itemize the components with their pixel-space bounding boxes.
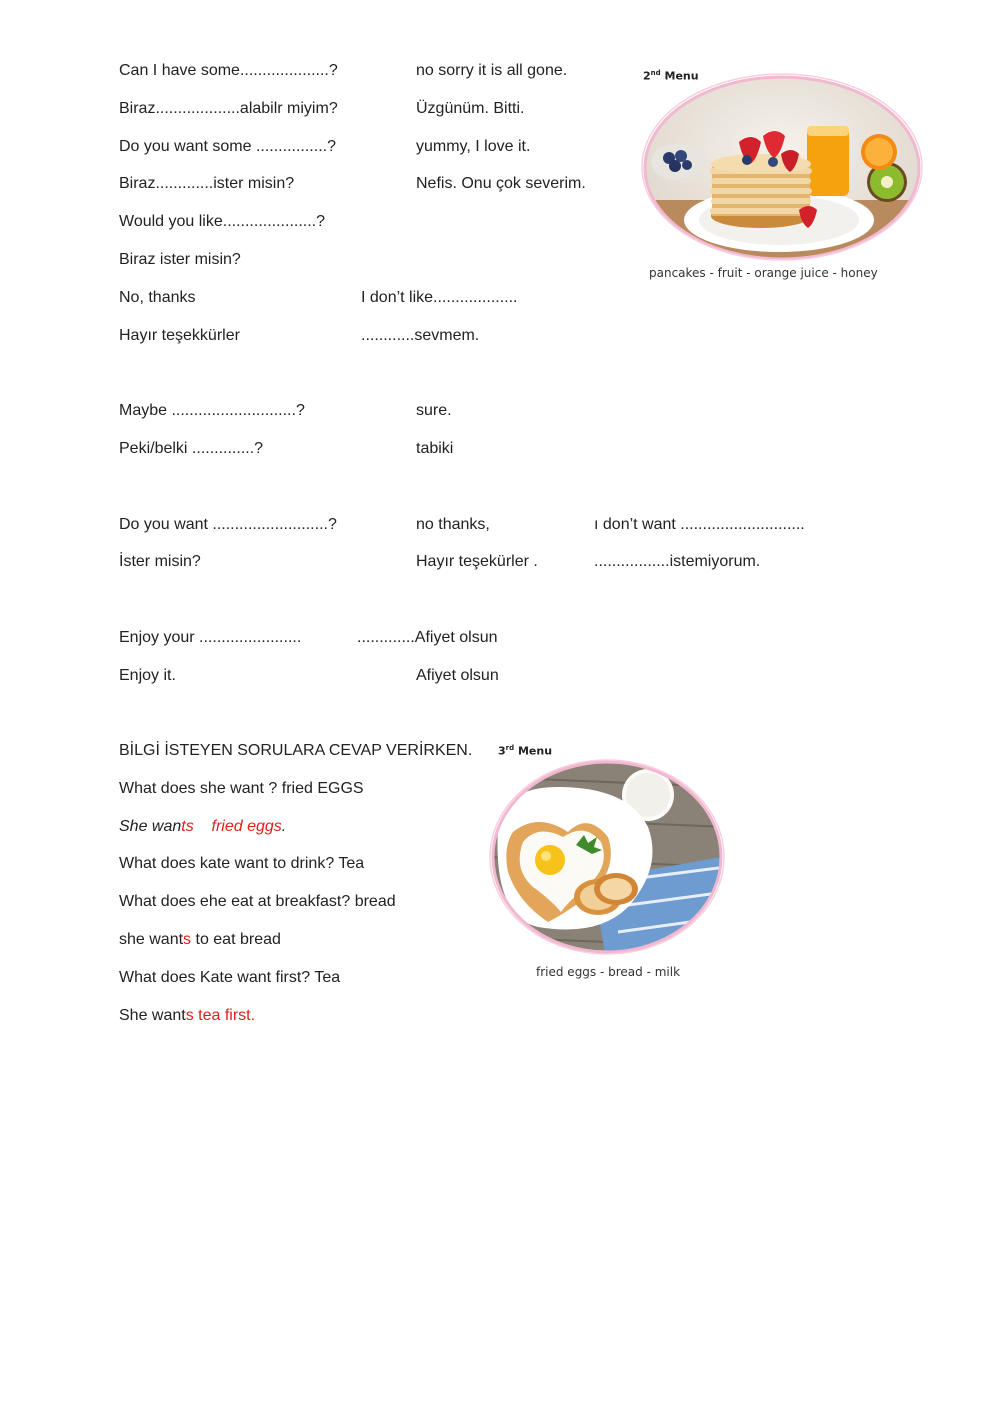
phrase-tr: Biraz.............ister misin? xyxy=(119,175,295,192)
answer xyxy=(119,1006,255,1026)
phrase-en: Would you like.....................? xyxy=(119,213,326,230)
reply-en: no thanks, xyxy=(416,516,490,533)
question: What does Kate want first? Tea xyxy=(119,969,341,986)
answer-text: she want xyxy=(119,931,184,948)
reply-en: no sorry it is all gone. xyxy=(416,62,568,79)
reply-tr: tabiki xyxy=(416,440,454,457)
reply-tr: ............sevmem. xyxy=(361,327,480,344)
reply-en: sure. xyxy=(416,402,452,419)
phrase-tr: Peki/belki ..............? xyxy=(119,440,264,457)
reply-en: yummy, I love it. xyxy=(416,138,531,155)
menu-3-title: 3rd Menu xyxy=(498,744,553,758)
answer-text: . xyxy=(281,818,287,835)
phrase-en: Do you want some ................? xyxy=(119,138,336,155)
answer-text: She wan xyxy=(119,818,182,835)
reply-tr: Üzgünüm. Bitti. xyxy=(416,100,525,117)
phrase-tr: İster misin? xyxy=(119,553,201,570)
pancakes-photo xyxy=(639,70,925,266)
reply-tr: Afiyet olsun xyxy=(416,667,499,684)
answer-text: to eat bread xyxy=(191,931,281,948)
phrase-en: Enjoy your ....................... xyxy=(119,629,302,646)
phrase-tr: Biraz ister misin? xyxy=(119,251,241,268)
answer-text: She want xyxy=(119,1007,186,1024)
phrase-en: Can I have some....................? xyxy=(119,62,338,79)
phrase-en: Do you want ..........................? xyxy=(119,516,337,533)
answer-highlight: s tea first. xyxy=(185,1007,256,1024)
answer-highlight: fried eggs xyxy=(211,818,282,835)
question: What does ehe eat at breakfast? bread xyxy=(119,893,396,910)
phrase-en: Maybe ............................? xyxy=(119,402,305,419)
phrase-en: Enjoy it. xyxy=(119,667,176,684)
answer xyxy=(119,817,286,837)
reply-tr: Nefis. Onu çok severim. xyxy=(416,175,586,192)
reply-tr: Hayır teşekürler . xyxy=(416,553,538,570)
reply-en-2: ı don’t want ............................ xyxy=(594,516,805,533)
menu-2-caption: pancakes - fruit - orange juice - honey xyxy=(649,266,878,280)
question: What does she want ? fried EGGS xyxy=(119,780,364,797)
phrase-tr: Hayır teşekkürler xyxy=(119,327,240,344)
answer-highlight: ts xyxy=(181,818,194,835)
menu-3-caption: fried eggs - bread - milk xyxy=(536,965,681,979)
phrase-en: No, thanks xyxy=(119,289,196,306)
answer xyxy=(119,930,281,950)
reply-tr-2: .................istemiyorum. xyxy=(594,553,761,570)
section-heading: BİLGİ İSTEYEN SORULARA CEVAP VERİRKEN. xyxy=(119,742,473,759)
phrase-tr: Biraz...................alabilr miyim? xyxy=(119,100,338,117)
question: What does kate want to drink? Tea xyxy=(119,855,365,872)
reply-tr: .............Afiyet olsun xyxy=(357,629,498,646)
fried-eggs-photo xyxy=(488,757,726,957)
answer-highlight: s xyxy=(183,931,192,948)
menu-2-title: 2nd Menu xyxy=(643,69,699,83)
reply-en: I don’t like................... xyxy=(361,289,518,306)
